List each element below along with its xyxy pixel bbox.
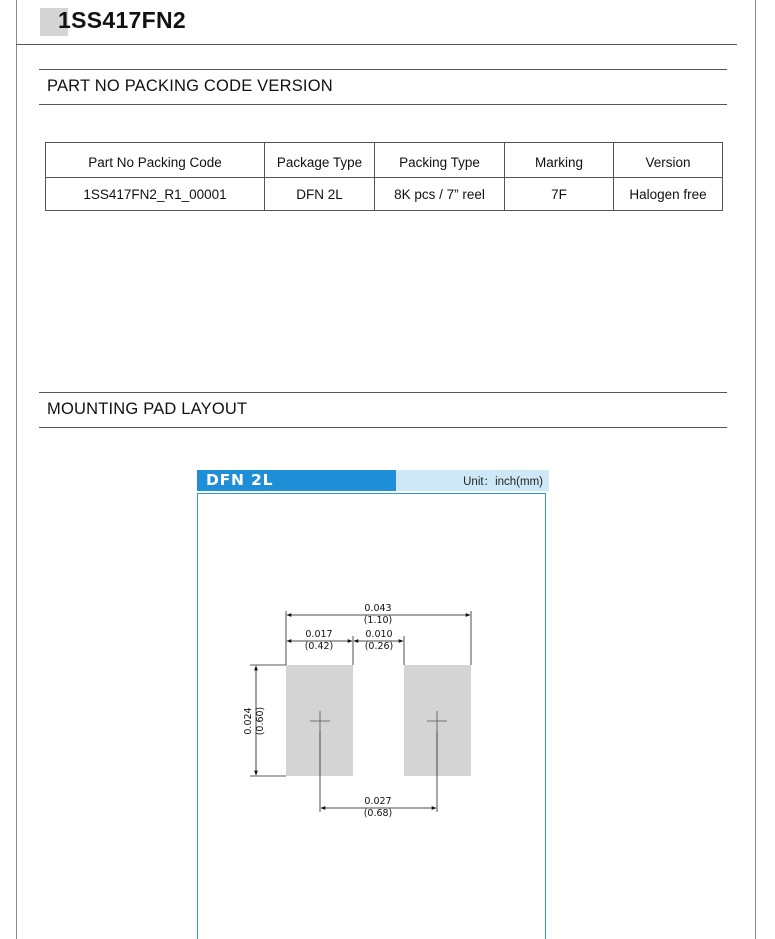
table-row: [46, 178, 723, 211]
dim-pad-height-inch: 0.024: [243, 707, 254, 735]
dim-overall-width-mm: (1.10): [363, 615, 393, 626]
dim-pitch-inch: 0.027: [364, 796, 392, 807]
dim-gap-mm: (0.26): [364, 641, 394, 652]
table-header-row: [46, 143, 723, 178]
dim-pad-height-mm: (0.60): [255, 706, 266, 736]
section-mounting: [39, 392, 727, 428]
dim-pad-width-mm: (0.42): [304, 641, 334, 652]
page-title: 1SS417FN2: [58, 7, 186, 33]
unit-label: Unit：inch(mm): [463, 476, 543, 488]
cell-packing-type: 8K pcs / 7” reel: [375, 178, 505, 211]
pad-layout-drawing: [197, 470, 549, 939]
col-header-part-no: Part No Packing Code: [46, 143, 265, 178]
col-header-packing-type: Packing Type: [375, 143, 505, 178]
col-header-marking: Marking: [505, 143, 614, 178]
title-divider: [16, 44, 737, 45]
cell-part-no: 1SS417FN2_R1_00001: [46, 178, 265, 211]
section-packing-title: PART NO PACKING CODE VERSION: [47, 77, 333, 95]
cell-version: Halogen free: [614, 178, 723, 211]
dim-overall-width-inch: 0.043: [364, 603, 392, 614]
col-header-version: Version: [614, 143, 723, 178]
section-packing: [39, 69, 727, 105]
package-label: DFN 2L: [206, 471, 274, 489]
page-frame-left: [16, 0, 17, 939]
page-frame-right: [755, 0, 756, 939]
dim-gap-inch: 0.010: [365, 629, 393, 640]
dim-pad-width-inch: 0.017: [305, 629, 333, 640]
cell-package-type: DFN 2L: [265, 178, 375, 211]
pad-layout-svg: [197, 470, 549, 939]
col-header-package-type: Package Type: [265, 143, 375, 178]
section-mounting-title: MOUNTING PAD LAYOUT: [47, 400, 248, 418]
cell-marking: 7F: [505, 178, 614, 211]
pad-right: [404, 665, 471, 776]
dim-pitch-mm: (0.68): [363, 808, 393, 819]
packing-table: [45, 142, 723, 211]
pad-left: [286, 665, 353, 776]
